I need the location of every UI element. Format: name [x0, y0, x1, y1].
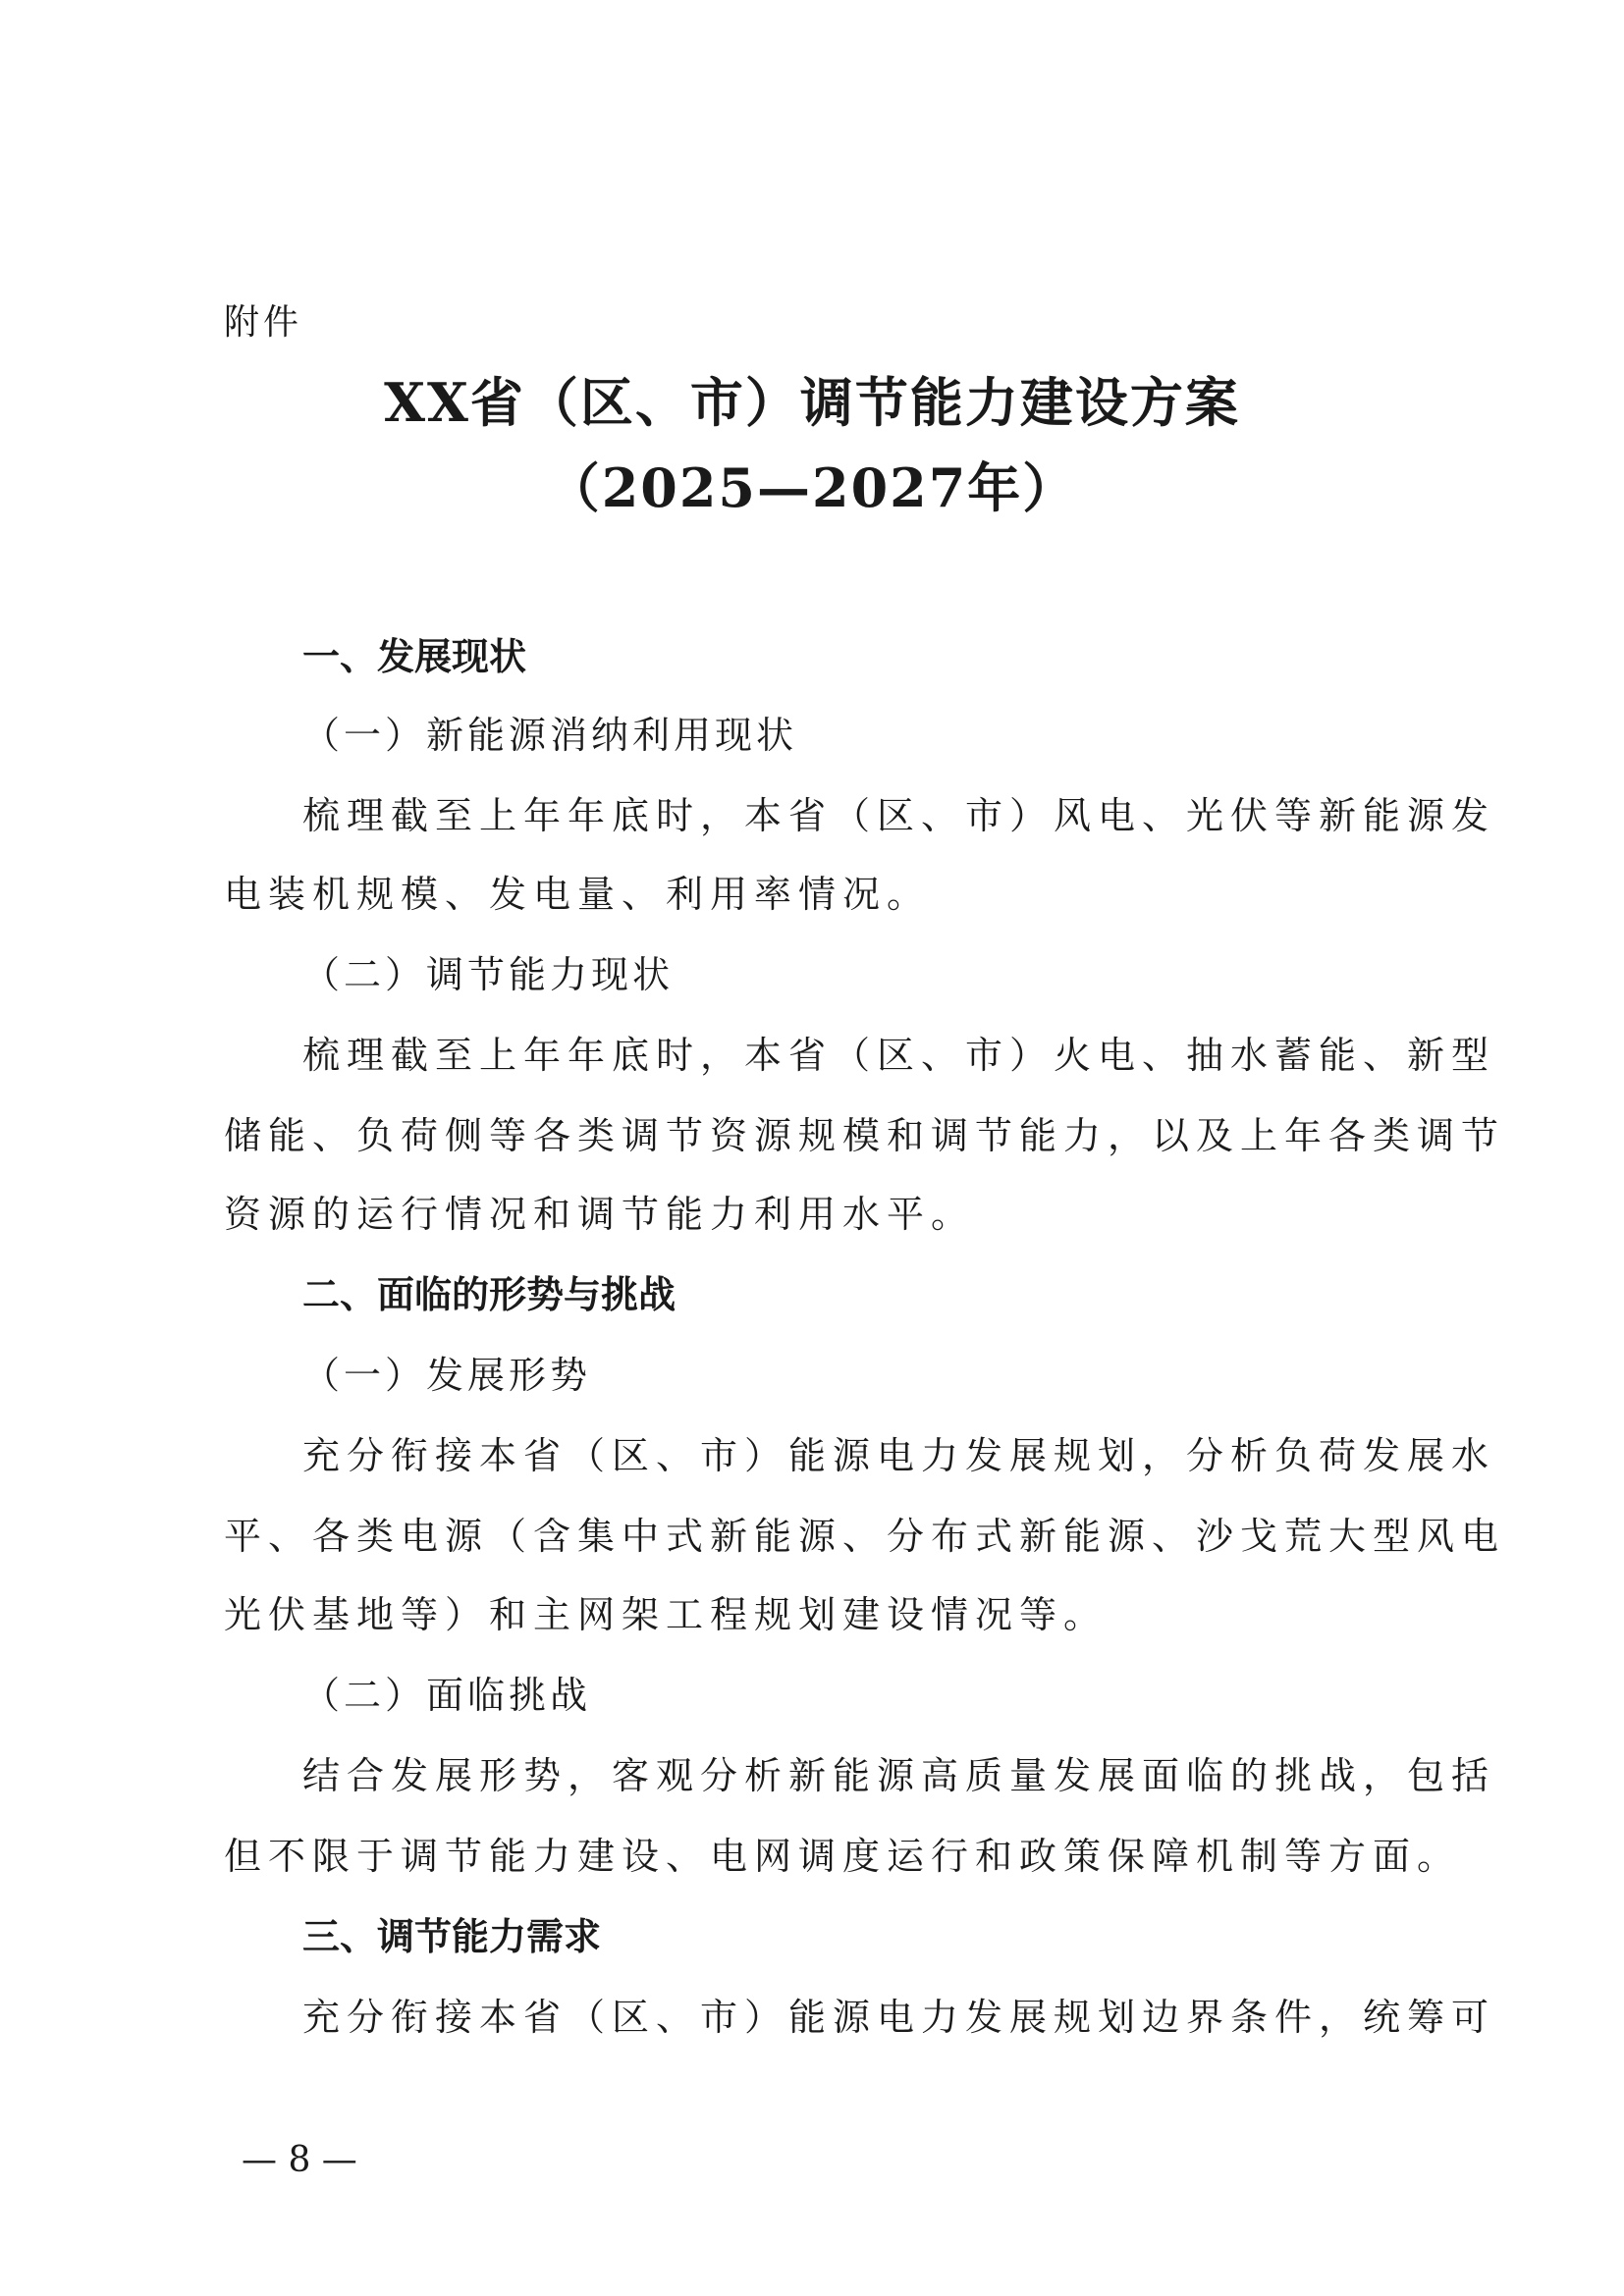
paragraph-line: 结合发展形势，客观分析新能源高质量发展面临的挑战，包括 [302, 1754, 1496, 1797]
paragraph-line: 资源的运行情况和调节能力利用水平。 [224, 1193, 976, 1236]
paragraph-line: 但不限于调节能力建设、电网调度运行和政策保障机制等方面。 [224, 1835, 1462, 1878]
paragraph-line: 充分衔接本省（区、市）能源电力发展规划边界条件，统筹可 [302, 1996, 1496, 2039]
paragraph-line: 平、各类电源（含集中式新能源、分布式新能源、沙戈荒大型风电 [224, 1515, 1506, 1558]
paragraph-line: 梳理截至上年年底时，本省（区、市）火电、抽水蓄能、新型 [302, 1034, 1496, 1077]
paragraph-line: 梳理截至上年年底时，本省（区、市）风电、光伏等新能源发 [302, 794, 1496, 837]
subsection-heading-1-2: （二）调节能力现状 [302, 953, 675, 996]
section-heading-3: 三、调节能力需求 [302, 1915, 602, 1958]
subsection-heading-2-1: （一）发展形势 [302, 1354, 592, 1397]
page-number: — 8 — [242, 2140, 357, 2180]
document-subtitle-years: （2025—2027年） [546, 456, 1078, 519]
paragraph-line: 充分衔接本省（区、市）能源电力发展规划，分析负荷发展水 [302, 1434, 1496, 1477]
attachment-label: 附件 [224, 302, 303, 343]
paragraph-line: 储能、负荷侧等各类调节资源规模和调节能力，以及上年各类调节 [224, 1114, 1506, 1157]
document-title: XX省（区、市）调节能力建设方案 [384, 371, 1240, 434]
subsection-heading-2-2: （二）面临挑战 [302, 1674, 592, 1717]
paragraph-line: 电装机规模、发电量、利用率情况。 [224, 873, 932, 916]
section-heading-1: 一、发展现状 [302, 635, 527, 678]
paragraph-line: 光伏基地等）和主网架工程规划建设情况等。 [224, 1593, 1109, 1636]
subsection-heading-1-1: （一）新能源消纳利用现状 [302, 714, 798, 757]
section-heading-2: 二、面临的形势与挑战 [302, 1273, 677, 1316]
